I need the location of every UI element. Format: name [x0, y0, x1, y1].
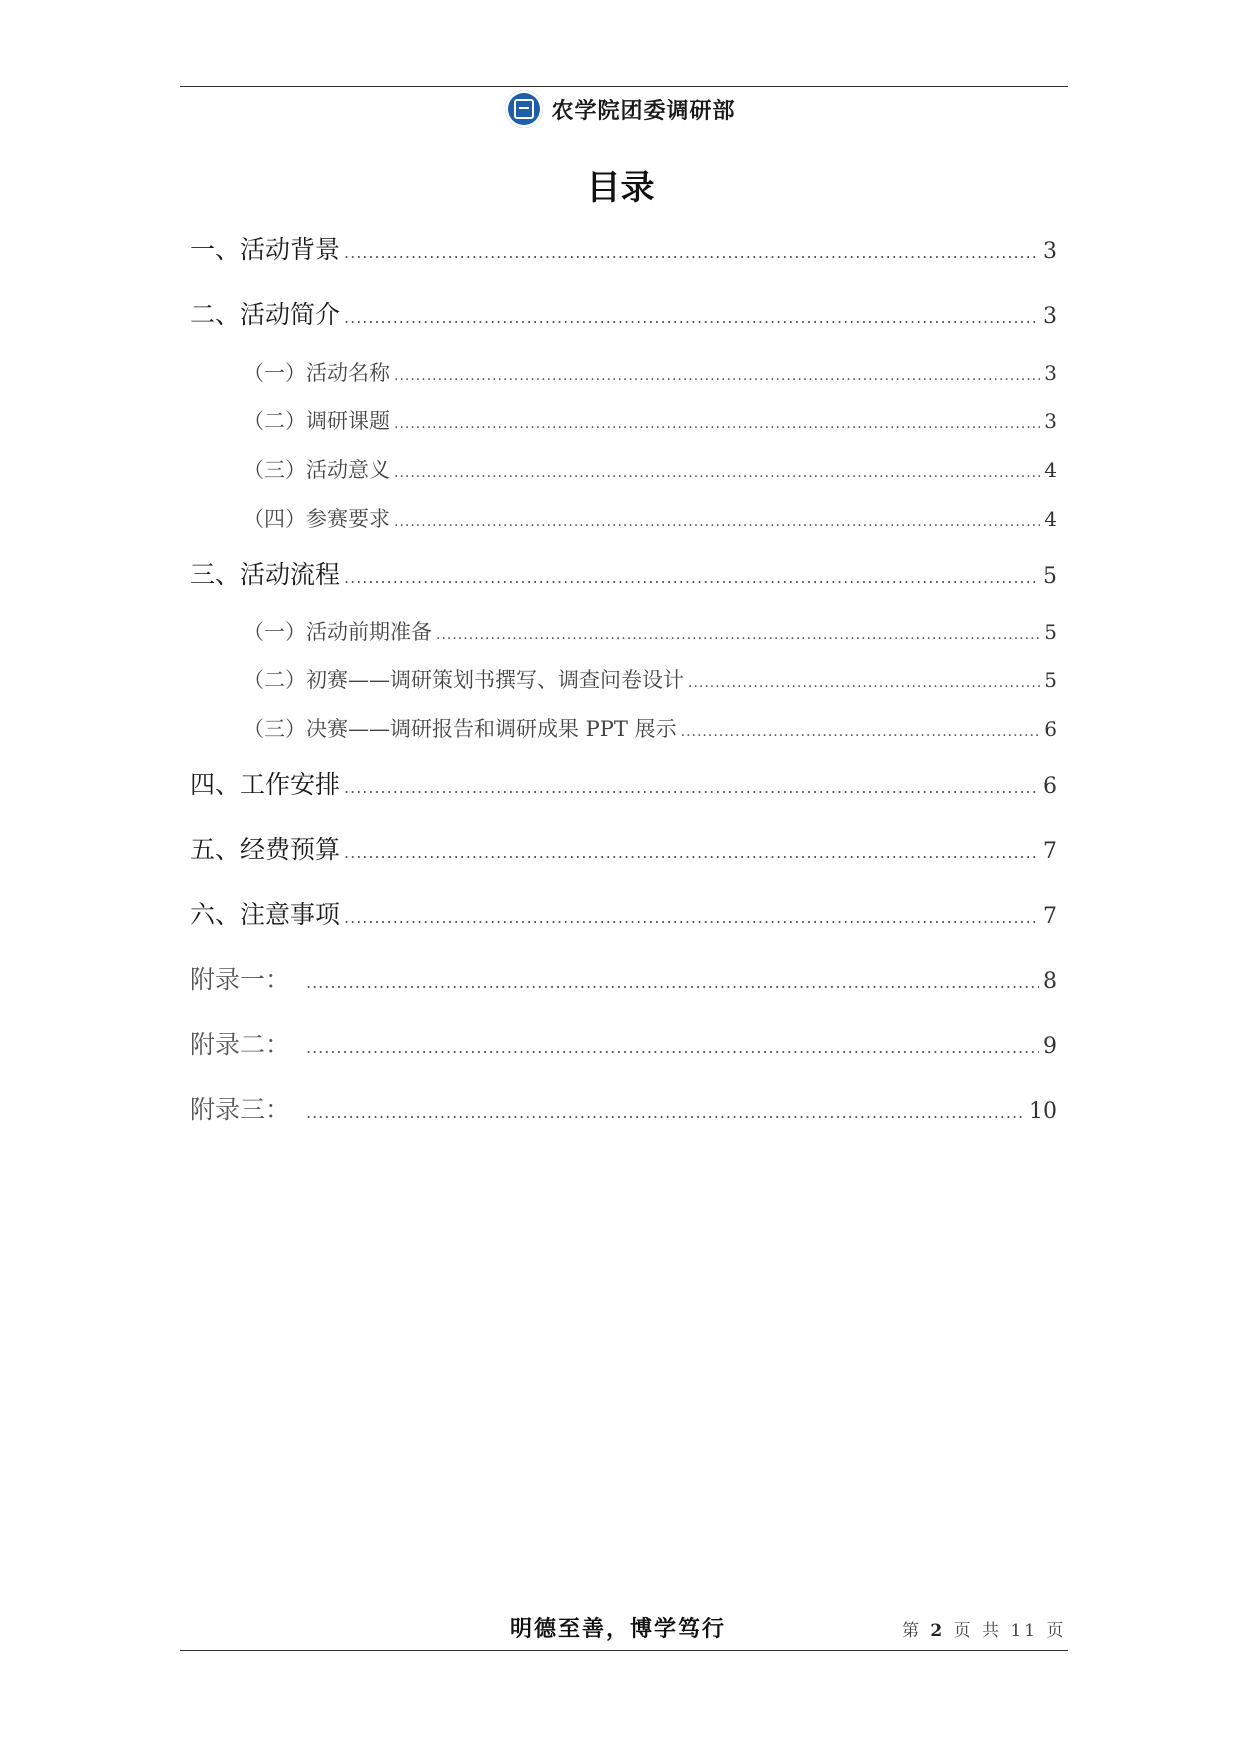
- toc-entry-page: 8: [1043, 969, 1057, 994]
- footer-motto: 明德至善，博学笃行: [510, 1616, 727, 1642]
- toc-entry-page: 10: [1029, 1099, 1057, 1124]
- toc-entry-page: 3: [1043, 304, 1057, 329]
- toc-entry-label: 三、活动流程: [190, 560, 341, 589]
- toc-entry-label: 附录一：: [190, 965, 291, 994]
- toc-entry-page: 5: [1044, 668, 1057, 692]
- toc-leader-dots: [344, 243, 1039, 262]
- toc-entry-label: 二、活动简介: [190, 300, 341, 329]
- toc-entry[interactable]: [243, 664, 1057, 694]
- toc-entry-page: 3: [1043, 239, 1057, 264]
- toc-entry-page: 3: [1044, 409, 1057, 433]
- toc-entry-page: 5: [1043, 564, 1057, 589]
- toc-leader-dots: [306, 1038, 1039, 1057]
- footer-rule: [180, 1650, 1068, 1651]
- toc-leader-dots: [394, 416, 1040, 432]
- toc-leader-dots: [306, 973, 1039, 992]
- toc-leader-dots: [344, 778, 1039, 797]
- toc-leader-dots: [344, 843, 1039, 862]
- toc-entry[interactable]: [190, 830, 1057, 866]
- toc-entry-label: 附录二：: [190, 1030, 291, 1059]
- toc-entry-page: 9: [1043, 1034, 1057, 1059]
- header-rule: [180, 86, 1068, 87]
- toc-entry-page: 7: [1043, 839, 1057, 864]
- toc-entry-page: 3: [1044, 361, 1057, 385]
- page-footer: [0, 1612, 1241, 1644]
- page-number: [902, 1616, 1067, 1641]
- toc-leader-dots: [344, 908, 1039, 927]
- toc-entry[interactable]: [190, 765, 1057, 801]
- toc-entry-page: 4: [1044, 507, 1057, 531]
- toc-entry-page: 5: [1044, 620, 1057, 644]
- toc-entry-label: （二）调研课题: [243, 409, 390, 433]
- toc-leader-dots: [688, 675, 1040, 691]
- toc-entry[interactable]: [243, 503, 1057, 533]
- toc-leader-dots: [681, 724, 1041, 740]
- toc-entry-label: 一、活动背景: [190, 235, 341, 264]
- toc-entry-label: 五、经费预算: [190, 835, 341, 864]
- toc-leader-dots: [306, 1103, 1025, 1122]
- toc-entry-label: 四、工作安排: [190, 770, 341, 799]
- badge-emblem-icon: [505, 90, 543, 128]
- toc-entry-page: 4: [1044, 458, 1057, 482]
- page-total: 11: [1010, 1621, 1039, 1641]
- toc-entry-label: 六、注意事项: [190, 900, 341, 929]
- toc-entry[interactable]: [243, 454, 1057, 484]
- toc-title: 目录: [586, 168, 655, 208]
- page-middle: 页 共: [953, 1621, 1003, 1641]
- toc-leader-dots: [344, 308, 1039, 327]
- toc-entry-page: 7: [1043, 904, 1057, 929]
- toc-entry-label: （一）活动前期准备: [243, 620, 432, 644]
- toc-entry[interactable]: [190, 960, 1057, 996]
- toc-entry[interactable]: [190, 555, 1057, 591]
- page-current: 2: [930, 1621, 946, 1641]
- toc-entry[interactable]: [190, 895, 1057, 931]
- toc-entry-page: 6: [1043, 774, 1057, 799]
- page-header: [0, 88, 1241, 130]
- toc-leader-dots: [436, 627, 1040, 643]
- toc-entry[interactable]: [190, 1090, 1057, 1126]
- toc-entry[interactable]: [190, 230, 1057, 266]
- toc-leader-dots: [394, 368, 1040, 384]
- toc-entry[interactable]: [243, 616, 1057, 646]
- toc-entry-label: （三）决赛——调研报告和调研成果 PPT 展示: [243, 717, 677, 741]
- page-prefix: 第: [902, 1621, 922, 1641]
- toc-entry[interactable]: [243, 713, 1057, 743]
- toc-entry-label: 附录三：: [190, 1095, 291, 1124]
- toc-entry-label: （四）参赛要求: [243, 507, 390, 531]
- toc-entry-label: （一）活动名称: [243, 361, 390, 385]
- toc-leader-dots: [344, 568, 1039, 587]
- toc-entry[interactable]: [243, 357, 1057, 387]
- toc-leader-dots: [394, 465, 1040, 481]
- page-suffix: 页: [1046, 1621, 1067, 1641]
- toc-entry[interactable]: [243, 405, 1057, 435]
- toc-entry-label: （二）初赛——调研策划书撰写、调查问卷设计: [243, 668, 684, 692]
- toc-entry[interactable]: [190, 295, 1057, 331]
- toc-leader-dots: [394, 514, 1040, 530]
- toc-entry-label: （三）活动意义: [243, 458, 390, 482]
- header-title: 农学院团委调研部: [551, 97, 736, 124]
- toc-entry[interactable]: [190, 1025, 1057, 1061]
- toc-entry-page: 6: [1044, 717, 1057, 741]
